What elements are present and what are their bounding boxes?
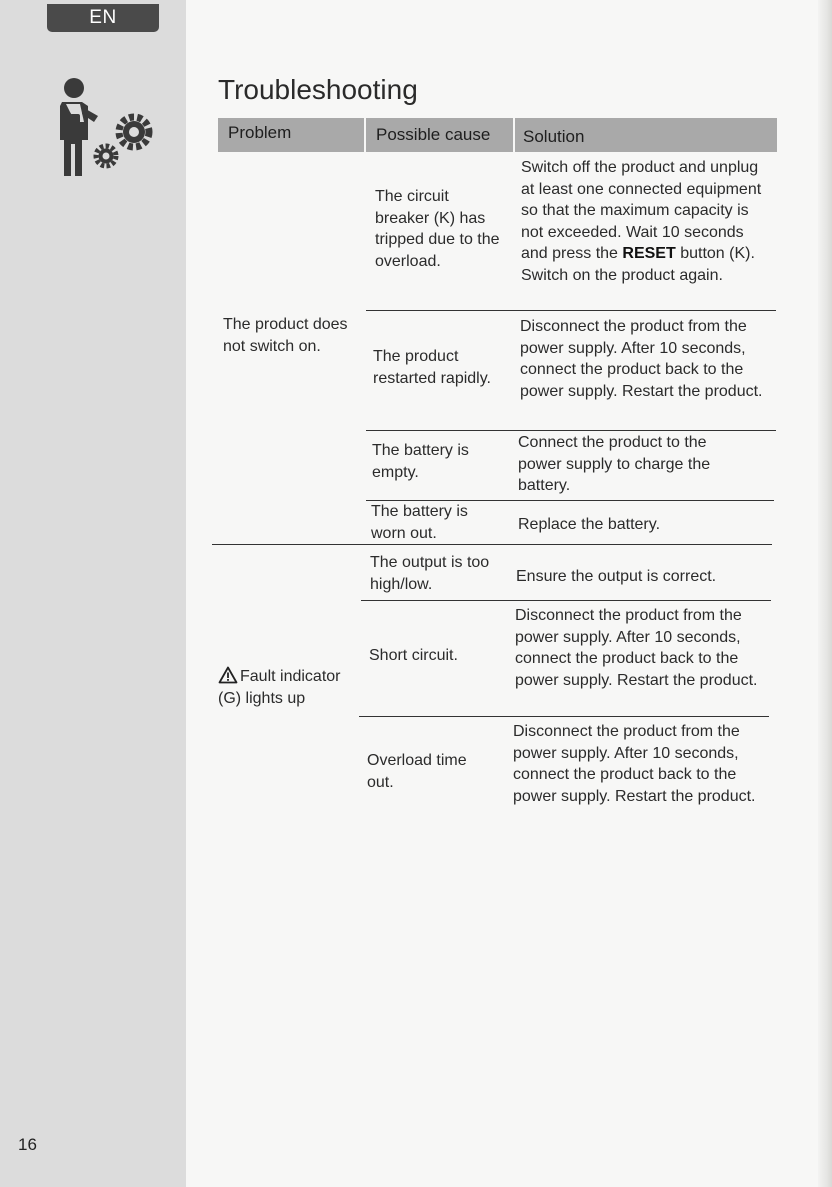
- solution-cell: Connect the product to the power supply to charge the battery.: [518, 434, 711, 495]
- problem-label: Fault indicator (G) lights up: [218, 668, 341, 707]
- cause-cell: The output is too high/low.: [370, 554, 490, 593]
- header-divider: [364, 118, 366, 152]
- cause-cell: The circuit breaker (K) has tripped due to the overload.: [375, 188, 500, 270]
- solution-cell: Disconnect the product from the power supply. After 10 seconds, connect the product back to the power supply. Restart the product.: [515, 607, 758, 689]
- row-divider: [366, 430, 776, 431]
- page-edge: [818, 0, 832, 1187]
- language-badge: EN: [47, 4, 159, 32]
- column-header-cause: Possible cause: [376, 125, 491, 144]
- solution-cell: [521, 157, 773, 287]
- reset-label: RESET: [622, 245, 676, 263]
- cause-cell: The product restarted rapidly.: [373, 348, 491, 387]
- cause-cell: The battery is worn out.: [371, 503, 468, 542]
- row-divider: [366, 310, 776, 311]
- header-divider: [513, 118, 515, 152]
- solution-cell: Disconnect the product from the power supply. After 10 seconds, connect the product back to the power supply. Restart the product.: [520, 318, 763, 400]
- warning-triangle-icon: [218, 666, 238, 684]
- column-header-solution: Solution: [523, 127, 585, 146]
- troubleshooting-icon: [54, 74, 158, 182]
- cause-cell: Overload time out.: [367, 752, 467, 791]
- cause-cell: The battery is empty.: [372, 442, 469, 481]
- problem-cell: The product does not switch on.: [223, 316, 348, 355]
- solution-text: Switch off the product and unplug at least one connected equipment so that the maximum capacity is not exceeded. Wait 10 seconds and press the: [521, 159, 762, 263]
- page-number: 16: [18, 1135, 37, 1154]
- row-divider: [361, 600, 771, 601]
- group-divider: [212, 544, 772, 545]
- cause-cell: Short circuit.: [369, 647, 458, 664]
- page-title: Troubleshooting: [218, 74, 418, 105]
- problem-cell: [218, 666, 358, 709]
- table-header: [218, 118, 777, 152]
- solution-cell: Ensure the output is correct.: [516, 568, 717, 585]
- sidebar: [0, 0, 186, 1187]
- solution-cell: Disconnect the product from the power supply. After 10 seconds, connect the product back to the power supply. Restart the product.: [513, 723, 756, 805]
- solution-text: button (K). Switch on the product again.: [521, 245, 755, 284]
- solution-cell: Replace the battery.: [518, 516, 661, 533]
- row-divider: [359, 716, 769, 717]
- column-header-problem: Problem: [228, 123, 292, 142]
